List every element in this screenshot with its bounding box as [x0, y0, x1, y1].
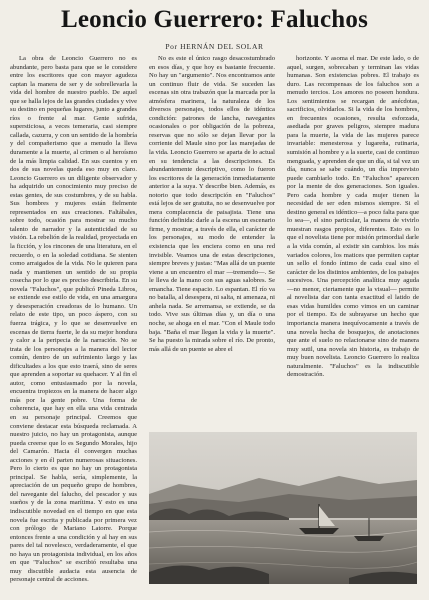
article-byline: Por HERNÁN DEL SOLAR	[165, 42, 264, 51]
article-column-2	[149, 55, 275, 400]
column-2-text: No es este el único rasgo desacostumbrado en esos días, y que hoy es bastante frecuente. No hay un "argumento". Nos encontramos ante un continuo fluir de vida. Se suceden las escenas sin otra trabazón que la marcada por la atmósfera marinera, la naturaleza de los diversos personajes, todos ellos de idéntica condición: patrones de lancha, navegantes ocasionales o por obligación de la pobreza, reservas que no sólo se dejan llevar por la corriente del Maule sino por las marejadas de la vida. Leoncio Guerrero se aparta de lo actual en su tendencia a las descripciones. Es abundantemente descriptivo, como lo fueron los escritores de la generación inmediatamente anterior a la suya. Y describe bien. Además, es notorio que todo descripción en "Faluchos" está lejos de ser gratuita, no se desenvuelve por mera complacencia de paisajista. Tiene una función definida: darle a la escena un escenario firme, y mostrar, a través de ella, el carácter de los personajes, su modo de entender la existencia que les enciera como en una red invisible. Veamos una de estas descripciones, siempre breves y justas: "Mas allá de un puente viene a un encuentro el mar —tremendo—. Se le lleva de la mano con sus aguas salobres. Se emancha. Tiene espacio. Lo espantan. El río va no batalla, al desespera, ni salta, ni amenaza, ni anhela nada. Se arremansa, se extiende, se da todo. Vive sus últimas días y, un día o una noche, se ahoga en el mar. "Con el Maule todo baja. "Baña el mar llegan la vida y la muerte". Se ha puesto la mirada sobre el río. De pronto, más allá de un puente se abre el	[149, 55, 275, 353]
article-column-3	[287, 55, 419, 412]
article-title: Leoncio Guerrero: Faluchos	[60, 6, 369, 33]
article-photo	[149, 432, 417, 584]
river-landscape-image	[149, 432, 417, 584]
article-column-1	[10, 55, 137, 589]
column-1-text: La obra de Leoncio Guerrero no es abundante, pero basta para que se le considere entre los escritores que con mayor agudeza captan la manera de ser y de sobrellevarla la vida del hombre de nuestro pueblo. De aquel que se halla lejos de las grandes ciudades y vive su destino en pequeñas lugares, junto a grandes ríos o frente al mar. Gente sufrida, supersticiosa, a veces temeraria, casi siempre callada, cazurra, y con un sentido de la hombría y del compañerismo que a menudo la lleva duramente a la muerte, al crimen o al heroísmo de la más limpia calidad. En sus cuentos y en dos de sus novelas queda eso muy en claro. Leoncio Guerrero es un diligente observador y ha adquirido un conocimiento muy preciso de estas gentes, de sus costumbres, y de su habla. Sus hombres y mujeres están fielmente representados en sus creaciones. Faltábales, sobre todo, ocasión para mostrar su mucho talento de narrador y la autenticidad de su visión. La rebelión de la realidad, proyectada en la ficción, y los rincones de una literatura, en el recuerdo, o en la soledad cotidiana. Se sienten como arraigados de la vida. No le quieren para nada y mantienen un sentido de su propia cosecha por lo que es preciso describirla. En su novela "Faluchos", que publicó Pineda Libros, se extiende ese estilo de vida, en una amargura y desesperación creadoras de lo humano. Un relato de este tipo, un poco áspero, con su fuerza trágica, y lo que se desenvuelve en escenas de tierra fuerte, le da su mejor hondura y calor a la peripecia de la narración. No se trata de los personajes a la manera del lector común, dentro de un sufrimiento largo y las dificultades a los que esto traerá, sino de seres que aprenden a soportar su quehacer. Y al fin el autor, como entusiasmado por la novela, encuentra tropiezos en la manera de hacer algo más por la gente pobre. Una forma de coherencia, que hay en ella una vida centrada en su personaje principal. Creemos que conviene destacar esta búsqueda reclamada. A nuestro juicio, no hay un protagonista, aunque pueda creerse que lo es Segundo Morales, hijo del Camarón. Hacia él convergen muchas acciones y en él parten numerosas situaciones. Pero lo cierto es que no hay un protagonista principal. Se habla, sería, simplemente, la apreciación de un pequeño grupo de hombres, del navegante del falucho, del pescador y sus sueños y de la zona marítima. Y esto es una indiscutible novedad en el tiempo en que esta novela fue escrita y publicada por primera vez con prólogo de Mariano Latorre. Porque entonces frente a una condición y al hay en sus pares del tal novelesco, verdaderamente, el que no haya un protagonista individual, en los años en que "Faluchos" se escribió resultaba una muy discutible audacia esta ausencia de personaje central de acciones.	[10, 55, 137, 584]
column-3-text: horizonte. Y asoma el mar. De este lado, o de aquel, surgen, sobrecaban y terminan las vidas humanas. Son existencias pobres. El trabajo es duro. Las recompensas de los faluchos son a menudo tercios. Los amores no poseen hondura. Los sentimientos se recargan de anécdotas, sacrificios, olvidarlos. Si la vida de los hombres, en frecuentes ocasiones, resulta esforzada, asediada por graves peligros, siempre madura para la muerte, la vida de las mujeres parece invariable: menesterosa y lugareña, rutinaria, sumisión al hombre y a la suerte, casi de continuo menguada, y aprenden de que un día, si tal vez un día, nunca se sabe cuándo, un día imprevisto puede cambiarlo todo. En "Faluchos" aparecen por la mente de dos generaciones. Son iguales. Pero cada hombre y cada mujer tienen la necesidad de ser eden mismos siempre. Si el destino general es idéntico—a poco falta para que lo sea—, el sino particular, la manera de vivirlo muestran rasgos propios, diferentes. Esto es lo que el novelista tiene por misión primordial darle a la vida común, al existir sin cambios. los más variados colores, los matices que permiten captar un sello el fondo íntimo de cada cual sino el carácter de los distintos ambientes, de los paisajes sucesivos. Una percepción analítica muy aguda —no menor, ciertamente que la visual— permite al novelista dar con tanta exactitud el latido de esas vidas humildes como vimos en un caminar por el tiempo. Es de subrayarse un hecho que importancia manera inequívocamente a través de una novela hecha de bosquejos, de anotaciones que ante el suelo no relacionarse sino de manera muy sutil, una novela sin historia, es trabajo de muy buen novelista. Leoncio Guerrero lo realiza naturalmente. "Faluchos" es la indiscutible demostración.	[287, 55, 419, 379]
